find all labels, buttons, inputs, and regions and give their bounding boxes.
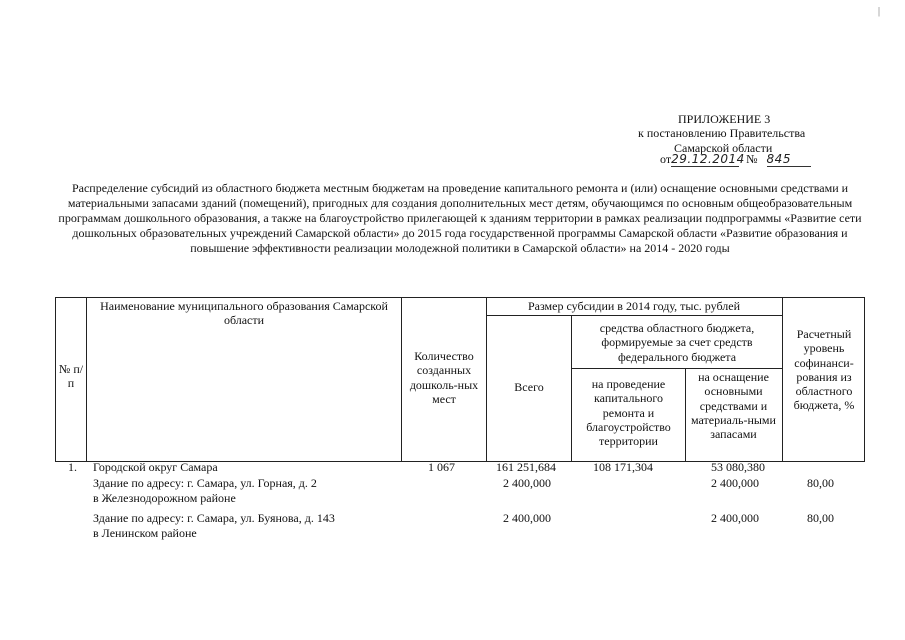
row-equipment: 2 400,000 — [711, 476, 759, 490]
header-name: Наименование муниципального образования Самарской области — [100, 299, 388, 328]
appendix-line2: Самарской области — [674, 141, 773, 155]
row-quantity: 1 067 — [428, 460, 455, 474]
rule-subsidy-group — [486, 315, 782, 316]
row-equipment: 2 400,000 — [711, 511, 759, 525]
header-num: № п/п — [58, 362, 84, 391]
handwritten-number: 845 — [767, 153, 811, 167]
rule-repair — [685, 368, 686, 462]
header-subsidy-group: Размер субсидии в 2014 году, тыс. рублей — [527, 299, 740, 313]
row-num: 1. — [68, 460, 77, 474]
row-cofinancing: 80,00 — [807, 511, 834, 525]
date-prefix: от — [660, 152, 672, 166]
row-cofinancing: 80,00 — [807, 476, 834, 490]
row-name: Городской округ Самара — [93, 460, 218, 474]
rule-left — [55, 297, 56, 462]
appendix-date-line — [660, 153, 811, 167]
corner-mark: | — [878, 6, 881, 17]
subsidy-table-header — [55, 297, 865, 462]
row-total: 161 251,684 — [496, 460, 556, 474]
number-prefix: № — [746, 152, 758, 166]
header-cofinancing: Расчетный уровень софинанси-рования из областного бюджета, % — [793, 327, 855, 413]
row-equipment: 53 080,380 — [711, 460, 765, 474]
appendix-title: ПРИЛОЖЕНИЕ 3 — [678, 112, 771, 126]
appendix-line1: к постановлению Правительства — [638, 126, 806, 140]
header-quantity: Количество созданных дошколь-ных мест — [409, 349, 479, 406]
rule-num — [86, 297, 87, 462]
handwritten-date: 29.12.2014 — [671, 152, 745, 166]
row-name-line2: в Железнодорожном районе — [93, 491, 236, 505]
rule-name — [401, 297, 402, 462]
document-title: Распределение субсидий из областного бюджета местным бюджетам на проведение капитального ремонта и (или) оснащение основными средствами и материальными запасами зданий (помещений), пригодных для создания дополнительных мест детям, обучающимся по основным общеобразовательным программам дошкольного образования, а также на благоустройство прилегающей к зданиям территории в рамках реализации подпрограммы «Развитие сети дошкольных образовательных учреждений Самарской области» до 2015 года государственной программы Самарской области «Развитие образования и повышение эффективности реализации молодежной политики в Самарской области» на 2014 - 2020 годы — [58, 181, 862, 255]
row-name-line1: Здание по адресу: г. Самара, ул. Горная, д. 2 — [93, 476, 317, 490]
rule-right — [864, 297, 865, 462]
row-name-line1: Здание по адресу: г. Самара, ул. Буянова, д. 143 — [93, 511, 335, 525]
row-total: 2 400,000 — [503, 476, 551, 490]
row-name-line2: в Ленинском районе — [93, 526, 197, 540]
rule-quantity — [486, 297, 487, 462]
rule-top — [55, 297, 865, 298]
header-federal-group: средства областного бюджета, формируемые за счет средств федерального бюджета — [599, 321, 755, 364]
rule-equipment — [782, 297, 783, 462]
header-repair: на проведение капитального ремонта и благоустройство территории — [586, 377, 671, 449]
row-repair: 108 171,304 — [593, 460, 653, 474]
rule-total — [571, 315, 572, 462]
header-equipment: на оснащение основными средствами и материаль-ными запасами — [691, 370, 776, 442]
rule-federal-group — [571, 368, 782, 369]
row-total: 2 400,000 — [503, 511, 551, 525]
header-total-visible: Всего — [514, 380, 544, 394]
